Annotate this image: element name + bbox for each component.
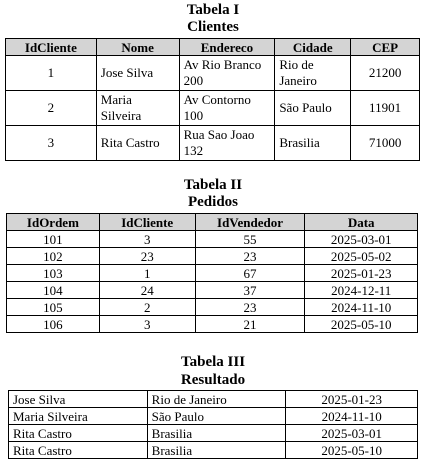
table-cell: 2025-03-01 xyxy=(286,425,418,442)
table-row xyxy=(7,299,418,316)
table-cell: 106 xyxy=(7,316,100,333)
table-cell: 23 xyxy=(195,299,305,316)
table-cell: 23 xyxy=(195,248,305,265)
table-row xyxy=(7,231,418,248)
table-cell: 3 xyxy=(6,126,97,161)
table-cell: São Paulo xyxy=(275,91,351,126)
table-row xyxy=(7,248,418,265)
table-header-row xyxy=(6,39,420,56)
table-cell: Rita Castro xyxy=(96,126,179,161)
column-header: Data xyxy=(305,214,418,231)
table-cell: Rita Castro xyxy=(9,425,148,442)
table-cell: Brasilia xyxy=(147,442,286,459)
table-cell: Av Contorno 100 xyxy=(179,91,275,126)
table2-subtitle: Pedidos xyxy=(187,194,238,210)
table-cell: 3 xyxy=(99,316,195,333)
table3-subtitle: Resultado xyxy=(180,372,246,388)
table-cell: 2025-05-02 xyxy=(305,248,418,265)
column-header: IdOrdem xyxy=(7,214,100,231)
table-cell: 37 xyxy=(195,282,305,299)
table-row xyxy=(9,425,418,442)
table-cell: 21 xyxy=(195,316,305,333)
table-cell: 67 xyxy=(195,265,305,282)
table-row xyxy=(6,126,420,161)
table-cell: Rita Castro xyxy=(9,442,148,459)
table-cell: 102 xyxy=(7,248,100,265)
table3-title: Tabela III xyxy=(180,354,246,370)
table-cell: Jose Silva xyxy=(9,391,148,408)
column-header: Endereco xyxy=(179,39,275,56)
column-header: IdCliente xyxy=(6,39,97,56)
table-row xyxy=(7,265,418,282)
table-cell: 2025-01-23 xyxy=(305,265,418,282)
table-cell: 3 xyxy=(99,231,195,248)
table-cell: 2 xyxy=(99,299,195,316)
table-cell: 2025-05-10 xyxy=(305,316,418,333)
table1-title: Tabela I xyxy=(186,2,240,18)
table-cell: 1 xyxy=(99,265,195,282)
table-cell: 23 xyxy=(99,248,195,265)
column-header: IdVendedor xyxy=(195,214,305,231)
table1-subtitle: Clientes xyxy=(187,19,239,35)
table-cell: 2025-01-23 xyxy=(286,391,418,408)
table-row xyxy=(7,282,418,299)
table-cell: 103 xyxy=(7,265,100,282)
table-cell: Maria Silveira xyxy=(9,408,148,425)
table-cell: Maria Silveira xyxy=(96,91,179,126)
table-cell: 2 xyxy=(6,91,97,126)
table-row xyxy=(6,56,420,91)
clientes-table xyxy=(5,38,420,161)
pedidos-table xyxy=(6,213,418,333)
table-cell: Brasilia xyxy=(275,126,351,161)
table-cell: 2024-11-10 xyxy=(286,408,418,425)
table2-title: Tabela II xyxy=(183,177,243,193)
table-cell: 71000 xyxy=(351,126,420,161)
table-cell: 2025-03-01 xyxy=(305,231,418,248)
table-cell: 105 xyxy=(7,299,100,316)
table-cell: 2024-12-11 xyxy=(305,282,418,299)
column-header: CEP xyxy=(351,39,420,56)
resultado-table xyxy=(8,390,418,459)
table-row xyxy=(7,316,418,333)
table-cell: 101 xyxy=(7,231,100,248)
column-header: IdCliente xyxy=(99,214,195,231)
table-cell: 104 xyxy=(7,282,100,299)
table-cell: Av Rio Branco 200 xyxy=(179,56,275,91)
table-cell: Rio de Janeiro xyxy=(147,391,286,408)
table-cell: 11901 xyxy=(351,91,420,126)
table-cell: 21200 xyxy=(351,56,420,91)
table-cell: Brasilia xyxy=(147,425,286,442)
column-header: Nome xyxy=(96,39,179,56)
table-cell: São Paulo xyxy=(147,408,286,425)
table-row xyxy=(9,408,418,425)
table-row xyxy=(6,91,420,126)
table-cell: Jose Silva xyxy=(96,56,179,91)
table-cell: 2024-11-10 xyxy=(305,299,418,316)
table-row xyxy=(9,442,418,459)
table-header-row xyxy=(7,214,418,231)
table-cell: Rua Sao Joao 132 xyxy=(179,126,275,161)
table-cell: Rio de Janeiro xyxy=(275,56,351,91)
table-cell: 24 xyxy=(99,282,195,299)
column-header: Cidade xyxy=(275,39,351,56)
table-cell: 2025-05-10 xyxy=(286,442,418,459)
table-cell: 55 xyxy=(195,231,305,248)
table-row xyxy=(9,391,418,408)
table-cell: 1 xyxy=(6,56,97,91)
